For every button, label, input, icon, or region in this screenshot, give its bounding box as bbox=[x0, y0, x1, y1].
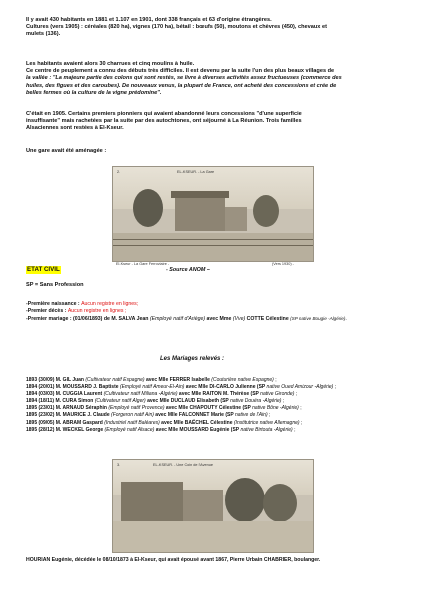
station-wing bbox=[225, 207, 247, 231]
first-birth: -Première naissance : Aucun registre en lignes; bbox=[26, 301, 139, 307]
pioneers-line: Alsaciennes sont restées à El-Kseur. bbox=[26, 125, 124, 132]
history-paragraph bbox=[26, 61, 398, 97]
intro-paragraph bbox=[26, 17, 398, 39]
pioneers-paragraph bbox=[26, 111, 398, 133]
photo-caption-right: (Vers 1930) - bbox=[272, 262, 294, 266]
source-label: - Source ANOM – bbox=[166, 267, 210, 273]
intro-line: Il y avait 430 habitants en 1881 et 1.107 en 1901, dont 338 français et 63 d'origine étrangères. bbox=[26, 17, 272, 23]
marriage-row: 1895 (23/01) M. ARNAUD Séraphin (Employé natif Provence) avec Mlle CHAPOUTY Célestine (SP native Bône -Algérie) ; bbox=[26, 405, 302, 412]
photo-number: 3. bbox=[117, 463, 121, 467]
pioneers-line: insuffisante" mais rachetées par la suite par des autochtones, ont séjourné à La Réunion. Trois familles bbox=[26, 118, 302, 125]
history-line: Les habitants avaient alors 30 charrues et cinq moulins à huile. bbox=[26, 61, 195, 67]
marriage-row: 1895 (09/05) M. ABRAM Gaspard (Industriel natif Baléares) avec Mlle BAËCHEL Célestine (Institutrice native Allemagne) ; bbox=[26, 419, 303, 426]
marriage-row: 1895 (23/02) M. MAURICE J. Claude (Forgeron natif Ain) avec Mlle FALCONNET Marie (SP native de l'Ain) ; bbox=[26, 412, 271, 419]
photo-caption-left: El-Kseur - La Gare Ferroviaire - bbox=[116, 262, 170, 266]
pioneers-line: C'était en 1905. Certains premiers pionniers qui avaient abandonné leurs concessions "d'une superficie bbox=[26, 111, 302, 117]
first-birth-value: Aucun registre en lignes; bbox=[81, 301, 139, 307]
rail-line bbox=[113, 239, 313, 240]
marriage-row: 1894 (03/03) M. CUGGIA Laurent (Cultivateur natif Miliana -Algérie) avec Mlle RAITON M. Thérèse (SP native Gironde) ; bbox=[26, 391, 298, 398]
avenue-building bbox=[121, 482, 183, 524]
first-records bbox=[26, 301, 398, 324]
intro-line: Cultures (vers 1905) : céréales (820 ha), vignes (170 ha), bétail : bœufs (50), moutons et chèvres (450), chevaux et bbox=[26, 24, 327, 31]
marriage-row: 1893 (30/09) M. GIL Juan (Cultivateur natif Espagne) avec Mlle FERRER Isabelle (Couturière native Espagne) ; bbox=[26, 377, 277, 383]
history-line: huiles, des figues et des caroubes). De nouveaux venus, la plupart de France, ont acheté des concessions et crée de bbox=[26, 82, 337, 89]
gare-heading: Une gare avait été aménagée : bbox=[26, 148, 107, 154]
history-line: Ce centre de peuplement a connu des débuts très difficiles. Il est devenu par la suite l'un des plus beaux villages de bbox=[26, 68, 335, 75]
photo-title: EL-KSEUR. - Une Coin de l'Avenue bbox=[153, 463, 213, 467]
station-roof bbox=[171, 191, 229, 198]
photo-title: EL-KSEUR. - La Gare bbox=[177, 170, 215, 174]
avenue-photo bbox=[112, 459, 314, 553]
footer-note: HOURIAN Eugénie, décédée le 08/10/1873 à El-Kseur, qui avait épousé avant 1867, Pierre Urbain CHABRIER, boulanger. bbox=[26, 557, 321, 563]
sp-definition: SP = Sans Profession bbox=[26, 282, 84, 288]
history-line: la vallée : "La majeure partie des colons qui sont restés, se livre à diverses activités assez fructueuses (commerce des bbox=[26, 75, 342, 82]
rail-line bbox=[113, 245, 313, 246]
etat-civil-label: ETAT CIVIL bbox=[27, 266, 60, 273]
avenue-building bbox=[183, 490, 223, 524]
first-death: -Premier décès : Aucun registre en lignes ; bbox=[26, 308, 127, 315]
mariages-heading: Les Mariages relevés : bbox=[160, 356, 225, 362]
marriage-row: 1895 (28/12) M. WECKEL George (Employé natif Alsace) avec Mlle MOUSSARD Eugénie (SP native Birtouta -Algérie) ; bbox=[26, 426, 296, 433]
station-photo bbox=[112, 166, 314, 262]
first-death-value: Aucun registre en lignes ; bbox=[67, 308, 127, 315]
first-marriage: -Premier mariage : (01/06/1893) de M. SALVA Jean (Employé natif d'Ariège) avec Mme (Vve) COTTE Célestine (SP native Bougie -Algérie). bbox=[26, 316, 347, 323]
history-line: belles fermes où la culture de la vigne prédomine". bbox=[26, 89, 162, 96]
marriage-row: 1894 (20/01) M. MOUSSARD J. Baptiste (Employé natif Ameur-El-Ain) avec Mlle DI-CARLO Julienne (SP native Oued Amizour -Algérie) ; bbox=[26, 384, 337, 391]
mariages-list bbox=[26, 377, 398, 434]
station-building bbox=[175, 197, 225, 231]
intro-line: mulets (136). bbox=[26, 31, 61, 38]
photo-number: 2. bbox=[117, 170, 121, 174]
marriage-row: 1894 (18/11) M. CURA Simon (Cultivateur natif Alger) avec Mlle DUCLAUD Elisabeth (SP native Douéra -Algérie) ; bbox=[26, 398, 285, 405]
